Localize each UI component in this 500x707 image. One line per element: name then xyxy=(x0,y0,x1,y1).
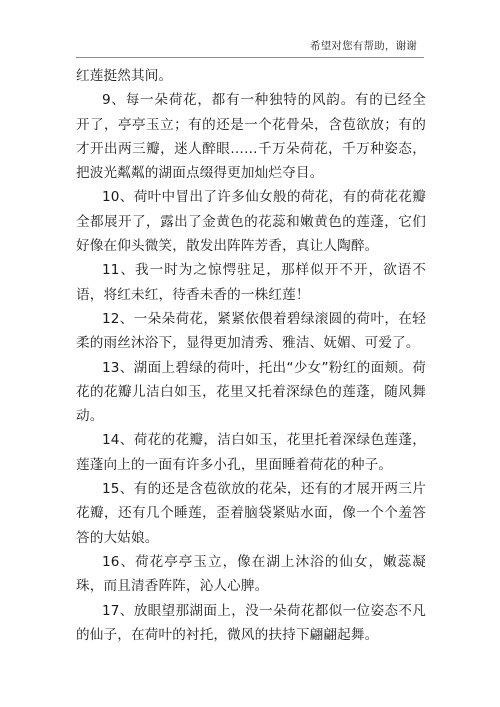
paragraph-17: 17、放眼望那湖面上，没一朵荷花都似一位姿态不凡的仙子，在荷叶的衬托，微风的扶持下翩翩起舞。 xyxy=(76,602,426,643)
paragraph-12: 12、一朵朵荷花，紧紧依偎着碧绿滚圆的荷叶，在轻柔的雨丝沐浴下，显得更加清秀、雅洁、妩媚、可爱了。 xyxy=(76,310,426,352)
header-note: 希望对您有帮助，谢谢 xyxy=(310,40,417,52)
paragraph-continuation: 红莲挺然其间。 xyxy=(76,68,173,84)
paragraph-15: 15、有的还是含苞欲放的花朵，还有的才展开两三片花瓣，还有几个睡莲，歪着脑袋紧贴水面，像一个个羞答答的大姑娘。 xyxy=(76,481,426,546)
document-body xyxy=(76,64,426,647)
paragraph-16: 16、荷花亭亭玉立，像在湖上沐浴的仙女，嫩蕊凝珠，而且清香阵阵，沁人心脾。 xyxy=(76,553,426,595)
paragraph-11: 11、我一时为之惊愕驻足，那样似开不开，欲语不语，将红未红，待香未香的一株红莲！ xyxy=(76,262,426,303)
paragraph-9: 9、每一朵荷花，都有一种独特的风韵。有的已经全开了，亭亭玉立；有的还是一个花骨朵，含苞欲放；有的才开出两三瓣，迷人醉眼……千万朵荷花，千万种姿态，把波光粼粼的湖面点缀得更加灿烂夺目。 xyxy=(76,92,426,182)
paragraph-13: 13、湖面上碧绿的荷叶，托出“少女”粉红的面颊。荷花的花瓣儿洁白如玉，花里又托着深绿色的莲蓬，随风舞动。 xyxy=(76,359,426,425)
header-divider xyxy=(76,57,424,58)
paragraph-14: 14、荷花的花瓣，洁白如玉，花里托着深绿色莲蓬，莲蓬向上的一面有许多小孔，里面睡着荷花的种子。 xyxy=(76,432,426,473)
paragraph-10: 10、荷叶中冒出了许多仙女般的荷花，有的荷花花瓣全都展开了，露出了金黄色的花蕊和嫩黄色的莲蓬，它们好像在仰头微笑，散发出阵阵芳香，真让人陶醉。 xyxy=(76,189,426,255)
